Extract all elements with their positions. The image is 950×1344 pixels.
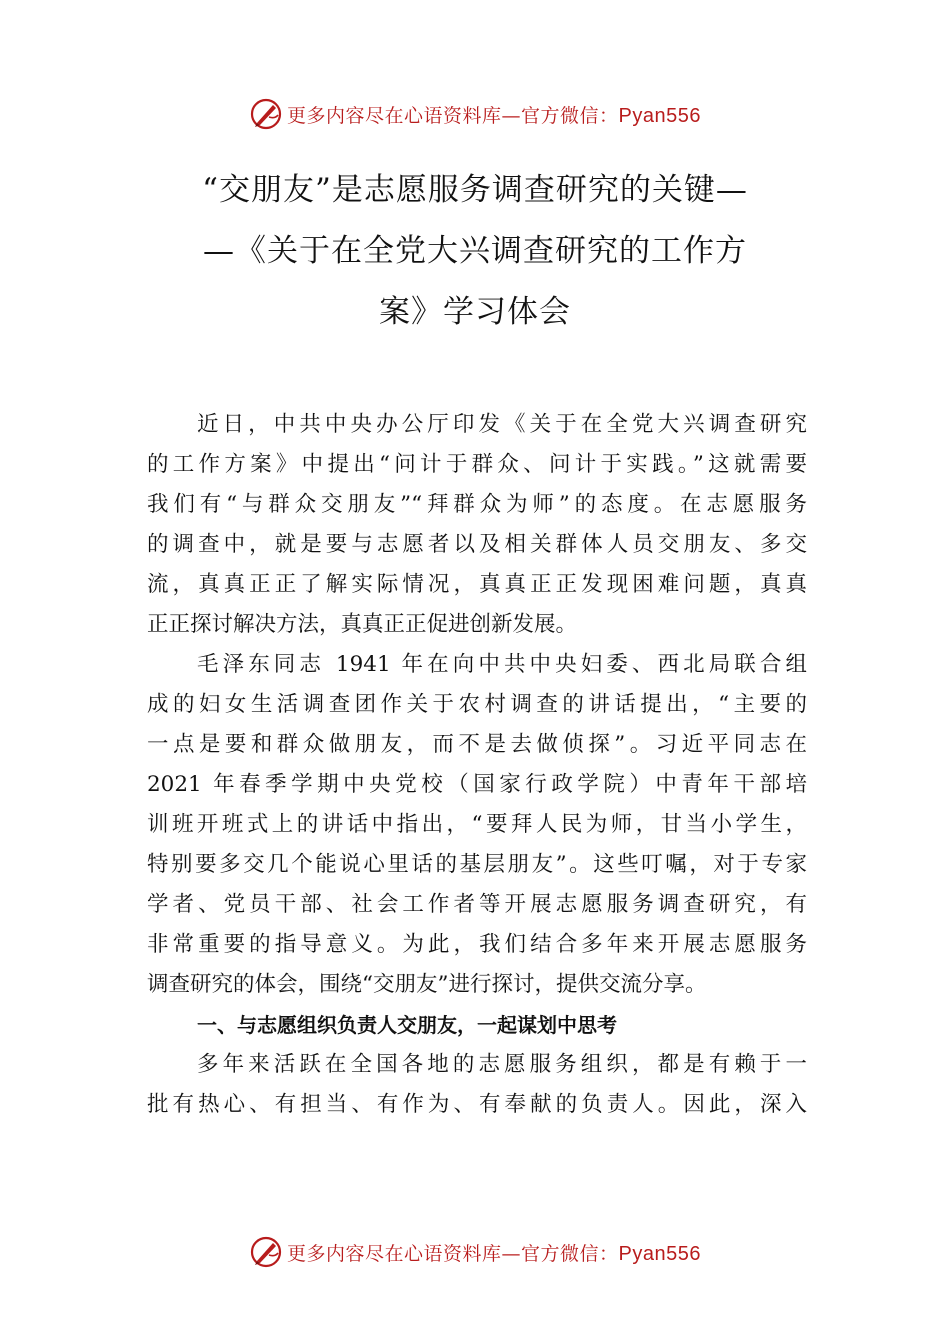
paragraph-line: 一点是要和群众做朋友，而不是去做侦探”。习近平同志在 — [147, 732, 807, 757]
watermark-text: 更多内容尽在心语资料库—官方微信：Pyan556 — [287, 1242, 701, 1265]
paragraph-line: 训班开班式上的讲话中指出，“要拜人民为师，甘当小学生， — [147, 812, 807, 837]
paragraph-line: 成的妇女生活调查团作关于农村调查的讲话提出，“主要的 — [147, 692, 807, 717]
paragraph-line: 我们有“与群众交朋友”“拜群众为师”的态度。在志愿服务 — [147, 492, 807, 517]
document-body — [147, 405, 807, 1125]
paragraph-line: 2021 年春季学期中央党校（国家行政学院）中青年干部培 — [147, 772, 807, 797]
paragraph-line: 近日，中共中央办公厅印发《关于在全党大兴调查研究 — [197, 412, 807, 437]
watermark-text: 更多内容尽在心语资料库—官方微信：Pyan556 — [287, 104, 701, 127]
pen-logo-icon — [249, 1235, 283, 1269]
title-line: 案》学习体会 — [379, 294, 571, 330]
paragraph-line: 的工作方案》中提出“问计于群众、问计于实践。”这就需要 — [147, 452, 807, 477]
paragraph-line: 非常重要的指导意义。为此，我们结合多年来开展志愿服务 — [147, 932, 807, 957]
title-line: —《关于在全党大兴调查研究的工作方 — [203, 233, 747, 269]
pen-logo-icon — [249, 97, 283, 131]
paragraph-line: 调查研究的体会，围绕“交朋友”进行探讨，提供交流分享。 — [147, 972, 707, 997]
footer-watermark — [0, 1232, 950, 1272]
paragraph-line: 学者、党员干部、社会工作者等开展志愿服务调查研究，有 — [147, 892, 807, 917]
paragraph-line: 多年来活跃在全国各地的志愿服务组织，都是有赖于一 — [197, 1052, 807, 1077]
section-heading: 一、与志愿组织负责人交朋友，一起谋划中思考 — [197, 1013, 617, 1037]
header-watermark — [0, 94, 950, 134]
document-title — [150, 160, 800, 343]
paragraph-line: 特别要多交几个能说心里话的基层朋友”。这些叮嘱，对于专家 — [147, 852, 807, 877]
title-line: “交朋友”是志愿服务调查研究的关键— — [202, 172, 748, 208]
paragraph-line: 正正探讨解决方法，真真正正促进创新发展。 — [147, 612, 578, 637]
paragraph-line: 流，真真正正了解实际情况，真真正正发现困难问题，真真 — [147, 572, 807, 597]
paragraph-line: 的调查中，就是要与志愿者以及相关群体人员交朋友、多交 — [147, 532, 807, 557]
paragraph-line: 毛泽东同志 1941 年在向中共中央妇委、西北局联合组 — [197, 652, 807, 677]
paragraph-line: 批有热心、有担当、有作为、有奉献的负责人。因此，深入 — [147, 1092, 807, 1117]
